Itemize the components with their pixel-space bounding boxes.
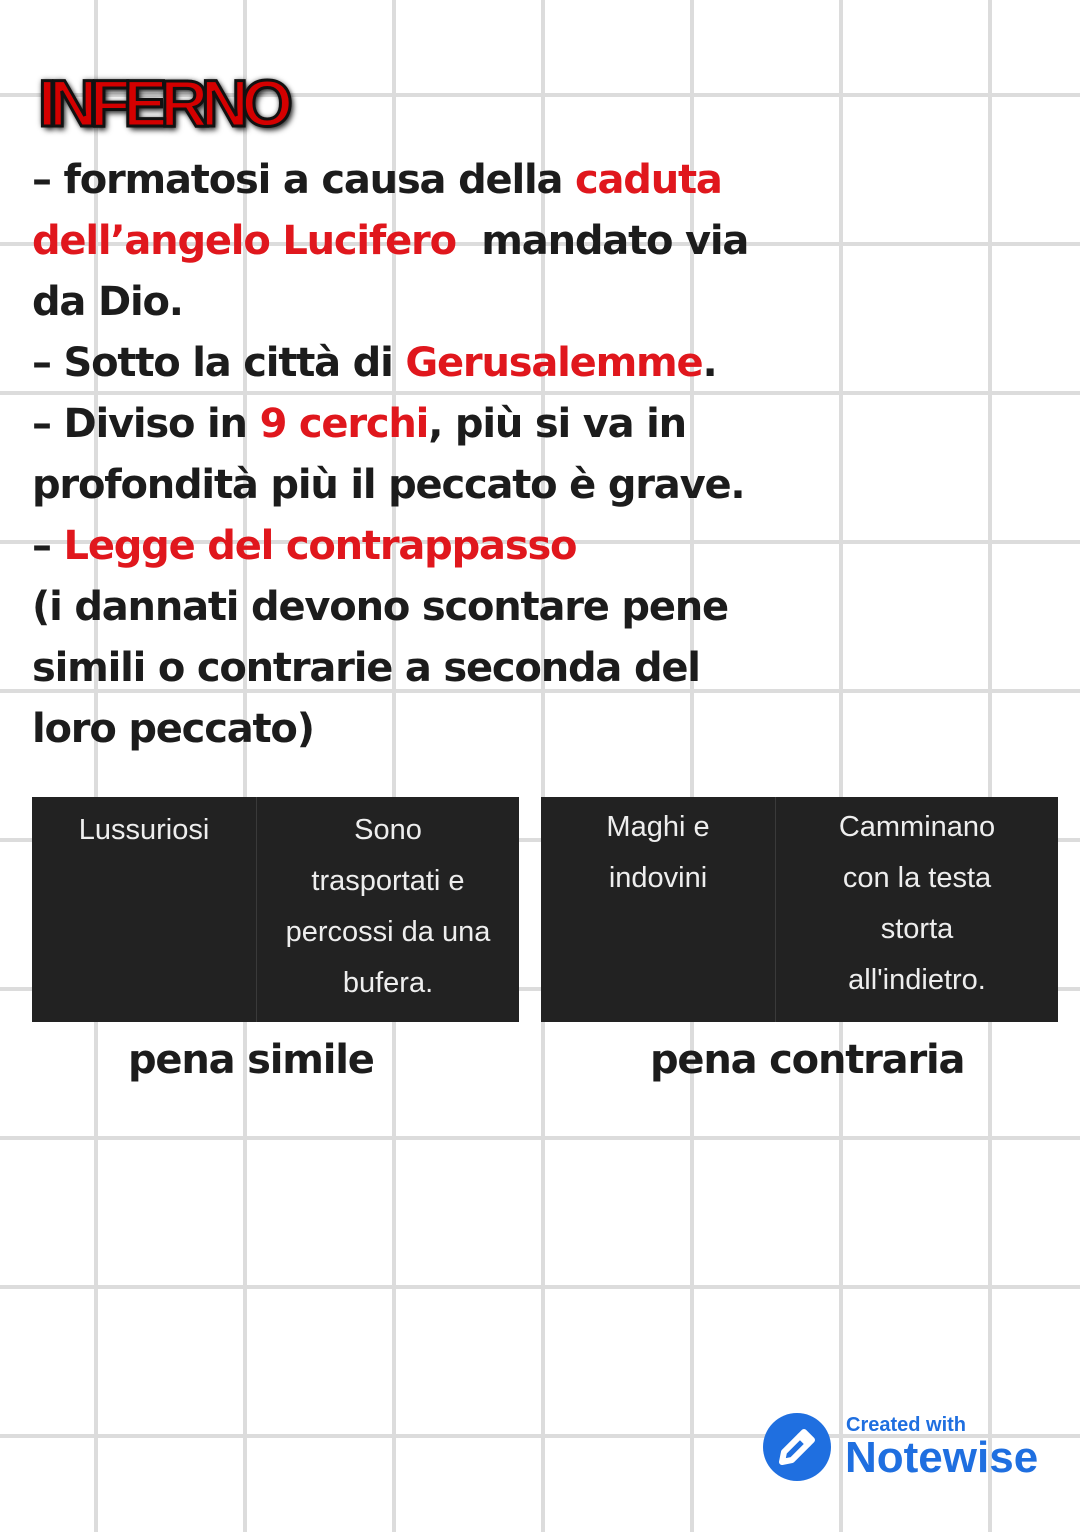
example-table-similar [32,797,519,1022]
cell-line: Maghi e [606,811,710,843]
note-highlight: caduta [574,157,722,203]
note-highlight: dell’angelo Lucifero [32,218,456,264]
caption-similar: pena simile [128,1037,374,1083]
note-text: . [702,340,717,386]
cell-line: Lussuriosi [78,814,210,846]
note-line [32,394,792,455]
watermark-created: Created with [846,1414,967,1436]
cell-line: con la testa [842,862,992,894]
example-punishment-cell [256,797,519,1022]
cell-line: Camminano [838,811,996,843]
note-line [32,455,792,516]
page-title: INFERNO [38,66,286,140]
note-line [32,150,792,211]
cell-line: Sono [354,814,422,846]
note-line [32,211,792,272]
note-text: (i dannati devono scontare pene [32,584,728,630]
watermark-brand: Notewise [845,1433,1039,1482]
note-text: da Dio. [32,279,183,325]
note-line [32,638,792,699]
notewise-watermark [762,1410,1052,1490]
note-text: mandato via [455,218,749,264]
note-highlight: 9 cerchi [259,401,429,447]
note-text: simili o contrarie a seconda del [32,645,700,691]
note-line [32,577,792,638]
note-text: , più si va in [428,401,686,447]
note-line [32,699,792,760]
note-text: loro peccato) [32,706,314,752]
note-text: – formatosi a causa della [32,157,575,203]
example-punishment-cell [775,797,1058,1022]
note-line [32,333,792,394]
note-text: – Sotto la città di [32,340,406,386]
cell-line: all'indietro. [848,964,986,996]
example-category-cell [541,797,775,1022]
note-text: – [32,523,64,569]
cell-line: indovini [608,862,708,894]
cell-line: trasportati e [311,865,465,897]
cell-line: percossi da una [285,916,491,948]
note-highlight: Legge del contrappasso [63,523,577,569]
note-line [32,516,792,577]
cell-line: storta [880,913,954,945]
cell-line: bufera. [342,967,434,999]
example-table-contrary [541,797,1058,1022]
note-highlight: Gerusalemme [405,340,703,386]
pencil-circle-icon [762,1412,832,1482]
caption-contrary: pena contraria [650,1037,965,1083]
note-text: – Diviso in [32,401,260,447]
notes-block [32,150,792,760]
example-category-cell [32,797,256,1022]
note-text: profondità più il peccato è grave. [32,462,745,508]
note-line [32,272,792,333]
